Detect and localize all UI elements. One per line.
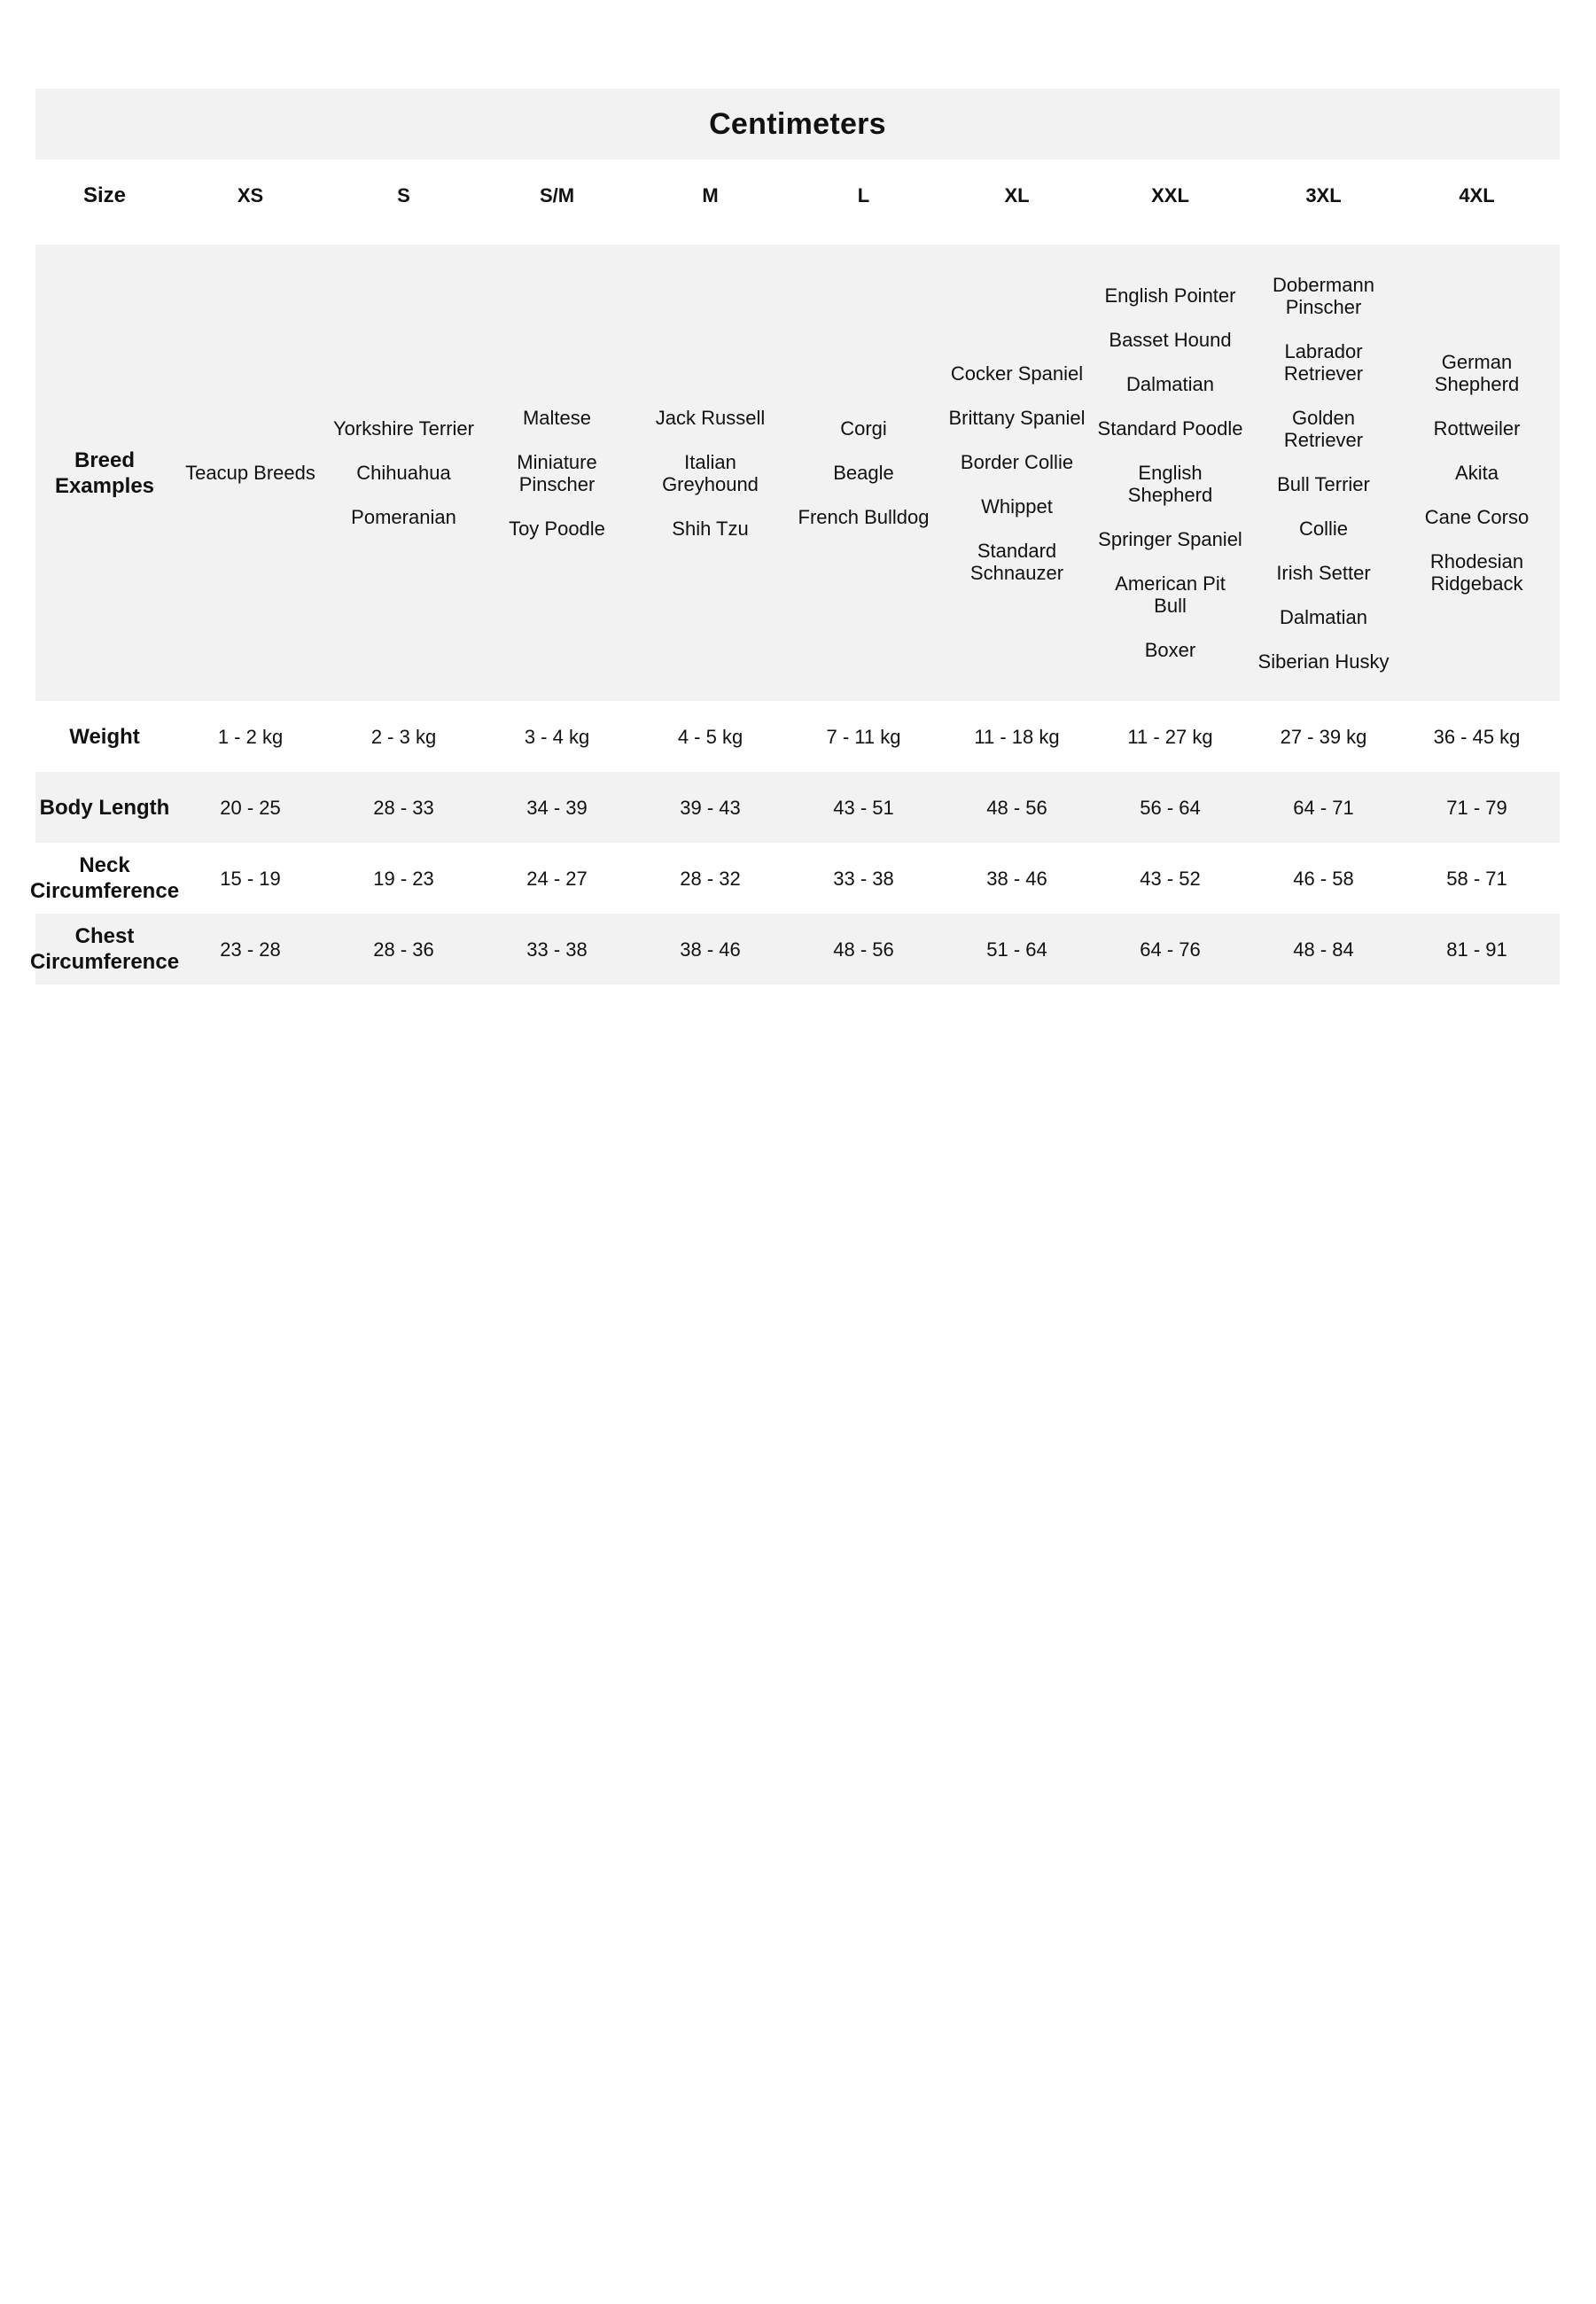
row-label: Chest Circumference <box>29 924 180 974</box>
breed-name: Shih Tzu <box>672 517 749 540</box>
breed-name: Bull Terrier <box>1277 472 1370 495</box>
breed-name: Golden Retriever <box>1283 406 1364 451</box>
breed-name: Springer Spaniel <box>1098 528 1242 550</box>
row-label: Breed Examples <box>54 448 155 498</box>
value-cell: 38 - 46 <box>986 867 1047 890</box>
breed-name: Jack Russell <box>655 406 766 429</box>
breed-list <box>185 462 315 484</box>
breed-name: Siberian Husky <box>1257 650 1390 673</box>
breed-name: Cocker Spaniel <box>950 362 1084 385</box>
row-label: Body Length <box>39 795 170 820</box>
breed-cell <box>940 245 1094 701</box>
title-bar <box>35 89 1560 160</box>
size-row <box>35 160 1560 230</box>
value-cell: 20 - 25 <box>220 796 281 819</box>
breed-name: Chihuahua <box>356 462 451 484</box>
breed-name: Rhodesian Ridgeback <box>1429 550 1524 595</box>
value-cell: 39 - 43 <box>680 796 741 819</box>
size-header-cell: 4XL <box>1459 183 1495 206</box>
breed-name: Rottweiler <box>1433 417 1521 440</box>
breed-name: Irish Setter <box>1276 561 1371 584</box>
breed-list <box>484 407 630 540</box>
breed-name: Dobermann Pinscher <box>1273 273 1374 318</box>
breed-name: Basset Hound <box>1109 329 1232 351</box>
value-cell: 3 - 4 kg <box>524 725 590 748</box>
size-header-cell: XL <box>1004 183 1030 206</box>
row-label: Size <box>82 183 127 207</box>
neck-circumference-row <box>29 843 1560 914</box>
size-header-cell: 3XL <box>1305 183 1342 206</box>
breed-cell <box>1247 245 1400 701</box>
value-cell: 56 - 64 <box>1140 796 1201 819</box>
body-length-row <box>35 772 1560 843</box>
breed-name: Miniature Pinscher <box>517 450 597 495</box>
breed-name: Dalmatian <box>1125 373 1215 395</box>
value-cell: 15 - 19 <box>220 867 281 890</box>
breed-name: Whippet <box>981 494 1053 518</box>
breed-name: Yorkshire Terrier <box>333 417 474 440</box>
size-header-cell: L <box>857 183 870 206</box>
row-label: Neck Circumference <box>29 853 180 903</box>
value-cell: 58 - 71 <box>1446 867 1507 890</box>
breed-name: Akita <box>1455 462 1499 484</box>
breed-name: French Bulldog <box>798 506 930 528</box>
value-cell: 34 - 39 <box>526 796 588 819</box>
breed-name: Toy Poodle <box>509 517 605 540</box>
value-cell: 48 - 56 <box>833 938 894 961</box>
breed-name: Brittany Spaniel <box>948 406 1086 429</box>
breed-list <box>1097 284 1243 661</box>
value-cell: 64 - 76 <box>1140 938 1201 961</box>
value-cell: 27 - 39 kg <box>1280 725 1367 748</box>
size-header-cell: S <box>397 183 410 206</box>
value-cell: 48 - 56 <box>986 796 1047 819</box>
value-cell: 43 - 51 <box>833 796 894 819</box>
value-cell: 24 - 27 <box>526 867 588 890</box>
value-cell: 23 - 28 <box>220 938 281 961</box>
breed-name: Maltese <box>522 406 592 429</box>
breed-cell <box>174 245 327 701</box>
size-chart <box>29 89 1560 985</box>
value-cell: 36 - 45 kg <box>1433 725 1521 748</box>
breed-name: Teacup Breeds <box>185 462 315 484</box>
breed-cell <box>634 245 787 701</box>
breed-list <box>1250 274 1397 673</box>
breed-name: Italian Greyhound <box>662 450 759 495</box>
weight-row <box>35 701 1560 772</box>
value-cell: 64 - 71 <box>1293 796 1354 819</box>
breed-name: Border Collie <box>960 450 1074 473</box>
size-header-cell: S/M <box>539 183 575 206</box>
value-cell: 46 - 58 <box>1293 867 1354 890</box>
value-cell: 2 - 3 kg <box>370 725 437 748</box>
breed-name: English Pointer <box>1104 284 1236 307</box>
breed-list <box>944 362 1090 584</box>
value-cell: 71 - 79 <box>1446 796 1507 819</box>
value-cell: 11 - 27 kg <box>1127 725 1213 748</box>
breed-list <box>637 407 783 540</box>
breed-cell <box>1400 245 1553 701</box>
breed-cell <box>327 245 480 701</box>
breed-examples-row <box>35 245 1560 701</box>
breed-cell <box>480 245 634 701</box>
value-cell: 81 - 91 <box>1446 938 1507 961</box>
breed-name: German Shepherd <box>1434 351 1520 395</box>
row-spacer <box>35 230 1560 245</box>
chart-title: Centimeters <box>709 106 886 141</box>
breed-name: English Shepherd <box>1127 462 1213 506</box>
value-cell: 33 - 38 <box>526 938 588 961</box>
size-header-cell: XS <box>237 183 264 206</box>
value-cell: 1 - 2 kg <box>217 725 284 748</box>
value-cell: 11 - 18 kg <box>974 725 1060 748</box>
breed-name: Boxer <box>1144 639 1196 661</box>
value-cell: 28 - 36 <box>373 938 434 961</box>
breed-name: American Pit Bull <box>1115 572 1226 617</box>
breed-list <box>798 417 930 528</box>
size-header-cell: M <box>702 183 719 206</box>
value-cell: 19 - 23 <box>373 867 434 890</box>
breed-list <box>333 417 474 528</box>
value-cell: 51 - 64 <box>986 938 1047 961</box>
breed-name: Corgi <box>840 417 887 440</box>
value-cell: 38 - 46 <box>680 938 741 961</box>
row-label: Weight <box>69 724 140 749</box>
breed-name: Collie <box>1298 517 1349 540</box>
breed-name: Pomeranian <box>351 506 456 528</box>
value-cell: 28 - 33 <box>373 796 434 819</box>
breed-cell <box>787 245 940 701</box>
value-cell: 48 - 84 <box>1293 938 1354 961</box>
breed-name: Standard Schnauzer <box>969 539 1064 584</box>
breed-name: Dalmatian <box>1279 605 1368 628</box>
breed-list <box>1404 351 1550 595</box>
breed-name: Cane Corso <box>1424 506 1530 528</box>
size-header-cell: XXL <box>1151 183 1189 206</box>
value-cell: 7 - 11 kg <box>826 725 901 748</box>
breed-cell <box>1094 245 1247 701</box>
value-cell: 43 - 52 <box>1140 867 1201 890</box>
chest-circumference-row <box>29 914 1560 985</box>
value-cell: 33 - 38 <box>833 867 894 890</box>
breed-name: Standard Poodle <box>1097 417 1243 440</box>
value-cell: 4 - 5 kg <box>677 725 744 748</box>
value-cell: 28 - 32 <box>680 867 741 890</box>
breed-name: Beagle <box>833 462 894 484</box>
breed-name: Labrador Retriever <box>1283 339 1364 385</box>
